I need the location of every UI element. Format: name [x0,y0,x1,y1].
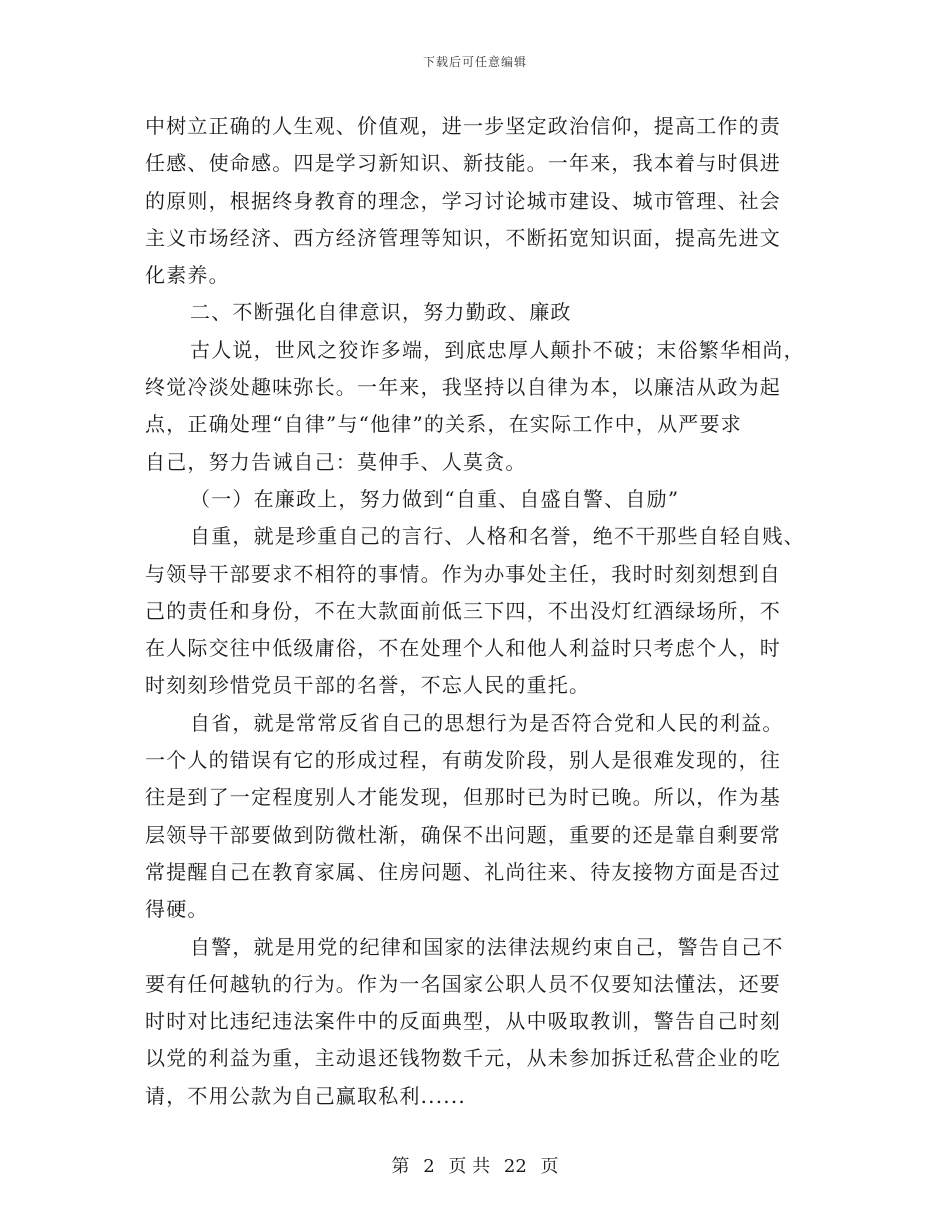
text-line: 一个人的错误有它的形成过程，有萌发阶段，别人是很难发现的，往 [145,748,781,773]
text-line: 请，不用公款为自己赢取私利...... [145,1083,466,1108]
text-line: 以党的利益为重，主动退还钱物数千元，从未参加拆迁私营企业的吃 [145,1046,781,1071]
text-line: 与领导干部要求不相符的事情。作为办事处主任，我时时刻刻想到自 [145,561,781,586]
subsection-heading: （一）在廉政上，努力做到“自重、自盛自警、自励” [190,486,680,511]
text-line: 点，正确处理“自律”与“他律”的关系，在实际工作中，从严要求 [145,412,742,437]
footer-middle: 页 共 [448,1156,491,1177]
text-line: 得硬。 [145,897,209,922]
text-line: 时刻刻珍惜党员干部的名誉，不忘人民的重托。 [145,673,591,698]
page-header: 下载后可任意编辑 [422,55,527,69]
text-line: 己的责任和身份，不在大款面前低三下四，不出没灯红酒绿场所，不 [145,598,781,623]
text-line: 中树立正确的人生观、价值观，进一步坚定政治信仰，提高工作的责 [145,114,781,138]
text-line: 时时对比违纪违法案件中的反面典型，从中吸取教训，警告自己时刻 [145,1009,781,1034]
section-heading: 二、不断强化自律意识，努力勤政、廉政 [190,300,572,325]
text-line: 常提醒自己在教育家属、住房问题、礼尚往来、待友接物方面是否过 [145,859,781,884]
text-line: 古人说，世风之狡诈多端，到底忠厚人颠扑不破；末俗繁华相尚， [190,337,805,362]
text-line: 自重，就是珍重自己的言行、人格和名誉，绝不干那些自轻自贱、 [190,524,805,549]
document-body [145,108,805,1115]
total-pages-number: 22 [503,1156,527,1177]
text-line: 自省，就是常常反省自己的思想行为是否符合党和人民的利益。 [190,710,784,735]
text-line: 层领导干部要做到防微杜渐，确保不出问题，重要的还是靠自剩要常 [145,822,781,847]
text-line: 要有任何越轨的行为。作为一名国家公职人员不仅要知法懂法，还要 [145,971,781,996]
page-footer [0,1152,950,1178]
text-line: 终觉冷淡处趣味弥长。一年来，我坚持以自律为本，以廉洁从政为起 [145,375,781,400]
footer-prefix: 第 [391,1156,410,1177]
text-line: 的原则，根据终身教育的理念，学习讨论城市建设、城市管理、社会 [145,188,781,213]
text-line: 自己，努力告诫自己：莫伸手、人莫贪。 [145,449,527,474]
current-page-number: 2 [423,1156,435,1177]
text-line: 化素养。 [145,263,230,288]
text-line: 主义市场经济、西方经济管理等知识，不断拓宽知识面，提高先进文 [145,225,781,250]
footer-suffix: 页 [540,1156,559,1177]
text-line: 往是到了一定程度别人才能发现，但那时已为时已晚。所以，作为基 [145,785,781,810]
text-line: 自警，就是用党的纪律和国家的法律法规约束自己，警告自己不 [190,934,784,959]
text-line: 在人际交往中低级庸俗，不在处理个人和他人利益时只考虑个人，时 [145,636,781,661]
text-line: 任感、使命感。四是学习新知识、新技能。一年来，我本着与时俱进 [145,151,781,176]
